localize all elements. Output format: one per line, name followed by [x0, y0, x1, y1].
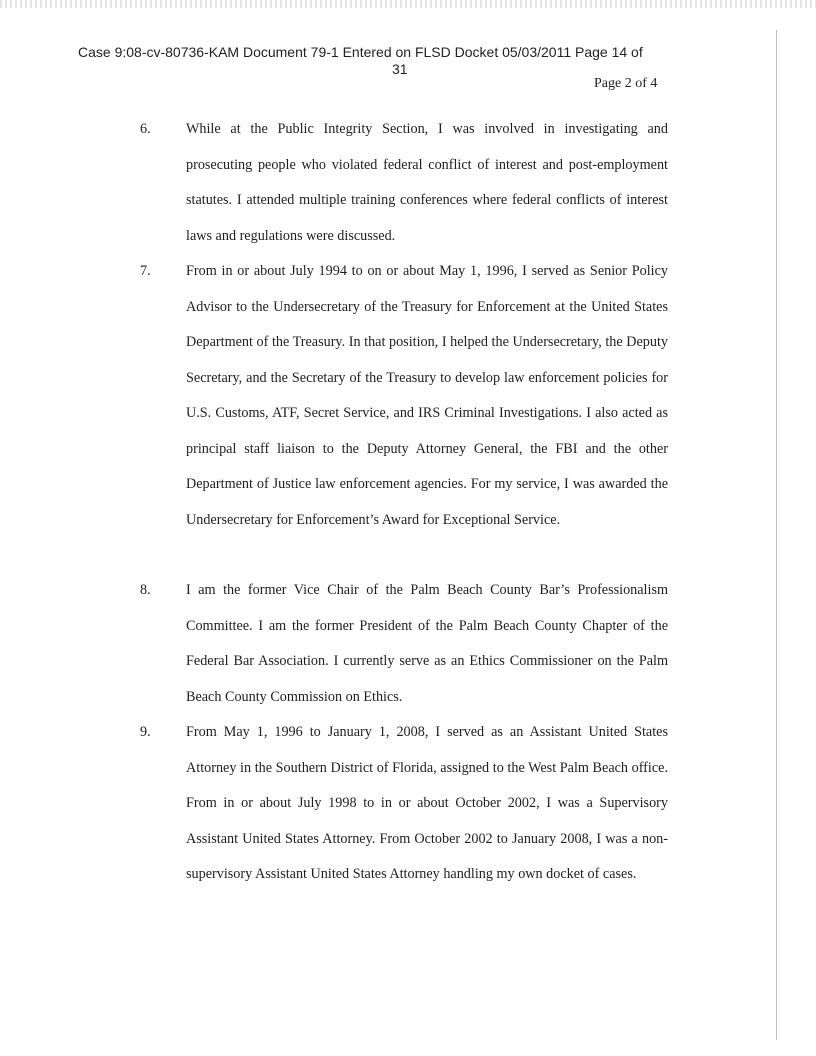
paragraph-number: 9. — [140, 724, 151, 740]
paragraph-number: 6. — [140, 121, 151, 137]
scan-artifact-right-edge — [776, 30, 777, 1040]
case-docket-line: Case 9:08-cv-80736-KAM Document 79-1 Entered on FLSD Docket 05/03/2011 Page 14 of — [78, 44, 643, 60]
scan-artifact-top — [0, 0, 816, 8]
case-docket-line-cont: 31 — [392, 61, 408, 77]
page-label: Page 2 of 4 — [594, 76, 658, 91]
paragraph-text: While at the Public Integrity Section, I was involved in investigating and prosecuting people who violated federal conflict of interest and post-employment statutes. I attended multiple training conferences where federal conflicts of interest laws and regulations were discussed. — [186, 121, 668, 244]
paragraph-6 — [140, 112, 668, 254]
paragraph-number: 8. — [140, 582, 151, 598]
paragraph-7 — [140, 254, 668, 538]
paragraph-8 — [140, 573, 668, 715]
paragraph-text: I am the former Vice Chair of the Palm Beach County Bar’s Professionalism Committee. I am the former President of the Palm Beach County Chapter of the Federal Bar Association. I currently serve as an Ethics Commissioner on the Palm Beach County Commission on Ethics. — [186, 582, 668, 705]
paragraph-number: 7. — [140, 263, 151, 279]
paragraph-text: From May 1, 1996 to January 1, 2008, I served as an Assistant United States Attorney in the Southern District of Florida, assigned to the West Palm Beach office. From in or about July 1998 to in or about October 2002, I was a Supervisory Assistant United States Attorney. From October 2002 to January 2008, I was a non-supervisory Assistant United States Attorney handling my own docket of cases. — [186, 724, 668, 882]
paragraph-9 — [140, 715, 668, 893]
paragraph-text: From in or about July 1994 to on or about May 1, 1996, I served as Senior Policy Advisor to the Undersecretary of the Treasury for Enforcement at the United States Department of the Treasury. In that position, I helped the Undersecretary, the Deputy Secretary, and the Secretary of the Treasury to develop law enforcement policies for U.S. Customs, ATF, Secret Service, and IRS Criminal Investigations. I also acted as principal staff liaison to the Deputy Attorney General, the FBI and the other Department of Justice law enforcement agencies. For my service, I was awarded the Undersecretary for Enforcement’s Award for Exceptional Service. — [186, 263, 668, 528]
